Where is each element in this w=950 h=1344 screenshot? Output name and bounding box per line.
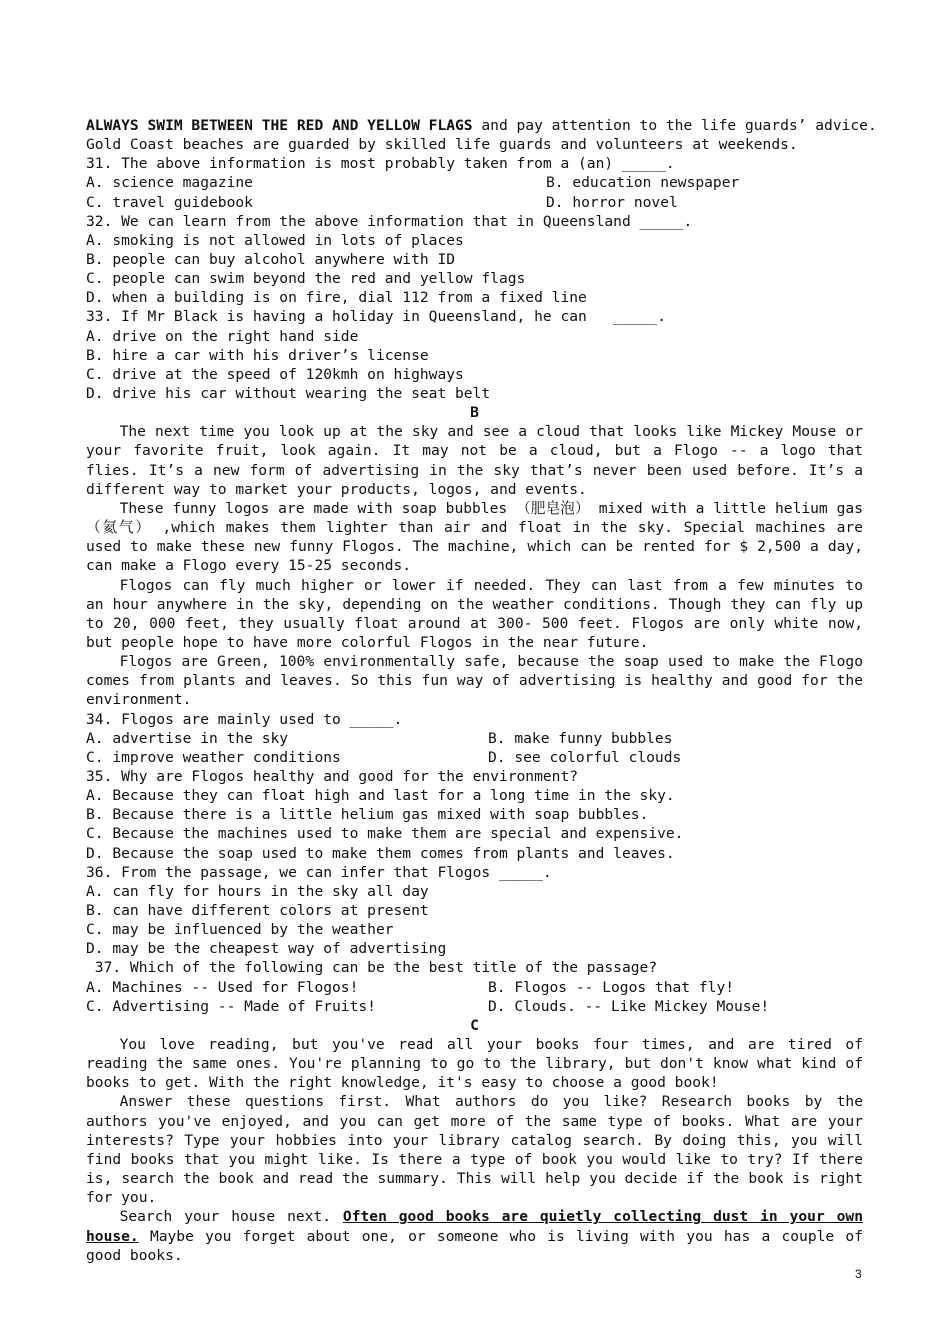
section-c-heading: C xyxy=(470,1016,479,1034)
option-a: A. drive on the right hand side xyxy=(86,327,359,345)
option-a: A. Machines -- Used for Flogos! xyxy=(86,978,359,996)
option-c: C. improve weather conditions xyxy=(86,748,341,766)
paragraph-rest: Maybe you forget about one, or someone who is living with you has a couple of good books. xyxy=(86,1227,863,1264)
option-d: D. when a building is on fire, dial 112 from a fixed line xyxy=(86,289,587,307)
passage-b-paragraph-1: The next time you look up at the sky and see a cloud that looks like Mickey Mouse or your favorite fruit, look again. It may not be a cloud, but a Flogo -- a logo that flies. It’s a new form of advertising in the sky that’s never been used before. It’s a different way to market your products, logos, and events. xyxy=(86,423,863,498)
option-d: D. drive his car without wearing the seat belt xyxy=(86,384,491,402)
option-c: C. may be influenced by the weather xyxy=(86,921,394,939)
option-d: D. Clouds. -- Like Mickey Mouse! xyxy=(488,997,770,1015)
question-36-stem: 36. From the passage, we can infer that Flogos _____. xyxy=(86,863,552,881)
document-page xyxy=(86,116,877,1265)
question-35-stem: 35. Why are Flogos healthy and good for the environment? xyxy=(86,768,579,786)
question-33-stem: 33. If Mr Black is having a holiday in Queensland, he can _____. xyxy=(86,308,666,326)
option-c: C. Because the machines used to make them are special and expensive. xyxy=(86,825,684,843)
passage-b-paragraph-4: Flogos are Green, 100% environmentally safe, because the soap used to make the Flogo comes from plants and leaves. So this fun way of advertising is healthy and good for the environment. xyxy=(86,653,863,709)
intro-line-2: Gold Coast beaches are guarded by skilled life guards and volunteers at weekends. xyxy=(86,136,798,154)
option-a: A. can fly for hours in the sky all day xyxy=(86,882,429,900)
option-a: A. advertise in the sky xyxy=(86,729,289,747)
section-b-heading: B xyxy=(470,404,479,422)
question-34-options-row-2 xyxy=(86,748,863,767)
passage-c-paragraph-1: You love reading, but you've read all your books four times, and are tired of reading the same ones. You're planning to go to the library, but don't know what kind of books to get. With the right knowledge, it's easy to choose a good book! xyxy=(86,1035,863,1092)
intro-text: and pay attention to the life guards’ advice. xyxy=(472,117,877,134)
option-d: D. see colorful clouds xyxy=(488,748,682,766)
option-b: B. people can buy alcohol anywhere with ID xyxy=(86,250,456,268)
question-37-stem: 37. Which of the following can be the best title of the passage? xyxy=(86,959,658,977)
passage-c-paragraph-2: Answer these questions first. What authors do you like? Research books by the authors you've enjoyed, and you can get more of the same type of books. What are your interests? Type your hobbies into your library catalog search. By doing this, you will find books that you might like. Is there a type of book you would like to try? If there is, search the book and read the summary. This will help you decide if the book is right for you. xyxy=(86,1093,863,1207)
option-d: D. horror novel xyxy=(546,193,678,211)
option-c: C. travel guidebook xyxy=(86,193,253,211)
option-c: C. Advertising -- Made of Fruits! xyxy=(86,997,376,1015)
paragraph-lead: Search your house next. xyxy=(119,1208,343,1226)
option-d: D. may be the cheapest way of advertising xyxy=(86,940,447,958)
question-31-stem: 31. The above information is most probably taken from a (an) _____. xyxy=(86,155,675,173)
option-c: C. people can swim beyond the red and yellow flags xyxy=(86,270,526,288)
option-b: B. make funny bubbles xyxy=(488,729,673,747)
question-37-options-row-1 xyxy=(86,978,863,997)
question-32-stem: 32. We can learn from the above information that in Queensland _____. xyxy=(86,212,693,230)
option-a: A. Because they can float high and last for a long time in the sky. xyxy=(86,787,675,805)
question-31-options-row-2 xyxy=(86,193,863,212)
question-31-options-row-1 xyxy=(86,173,863,192)
option-c: C. drive at the speed of 120kmh on highways xyxy=(86,365,464,383)
option-b: B. can have different colors at present xyxy=(86,902,429,919)
option-d: D. Because the soap used to make them comes from plants and leaves. xyxy=(86,844,675,862)
highlighted-sentence: Often good books are quietly collecting dust in your own house. xyxy=(86,1208,863,1245)
question-37-options-row-2 xyxy=(86,997,863,1016)
question-34-options-row-1 xyxy=(86,729,863,748)
passage-b-paragraph-3: Flogos can fly much higher or lower if needed. They can last from a few minutes to an hour anywhere in the sky, depending on the weather conditions. Though they can fly up to 20, 000 feet, they usually float around at 300- 500 feet. Flogos are only white now, but people hope to have more colorful Flogos in the near future. xyxy=(86,576,863,651)
passage-b-paragraph-2: These funny logos are made with soap bubbles （肥皂泡） mixed with a little helium gas（氦气） ,which makes them lighter than air and float in the sky. Special machines are used to make these new funny Flogos. The machine, which can be rented for $ 2,500 a day, can make a Flogo every 15-25 seconds. xyxy=(86,499,863,575)
option-b: B. Because there is a little helium gas mixed with soap bubbles. xyxy=(86,806,649,824)
page-number: 3 xyxy=(855,1267,862,1281)
warning-text: ALWAYS SWIM BETWEEN THE RED AND YELLOW FLAGS xyxy=(86,117,473,134)
option-a: A. science magazine xyxy=(86,174,253,192)
intro-line-1 xyxy=(86,116,877,135)
option-a: A. smoking is not allowed in lots of places xyxy=(86,231,464,249)
option-b: B. education newspaper xyxy=(546,174,740,192)
option-b: B. hire a car with his driver’s license xyxy=(86,346,429,364)
passage-c-paragraph-3 xyxy=(86,1207,863,1264)
question-34-stem: 34. Flogos are mainly used to _____. xyxy=(86,710,403,728)
option-b: B. Flogos -- Logos that fly! xyxy=(488,978,735,996)
